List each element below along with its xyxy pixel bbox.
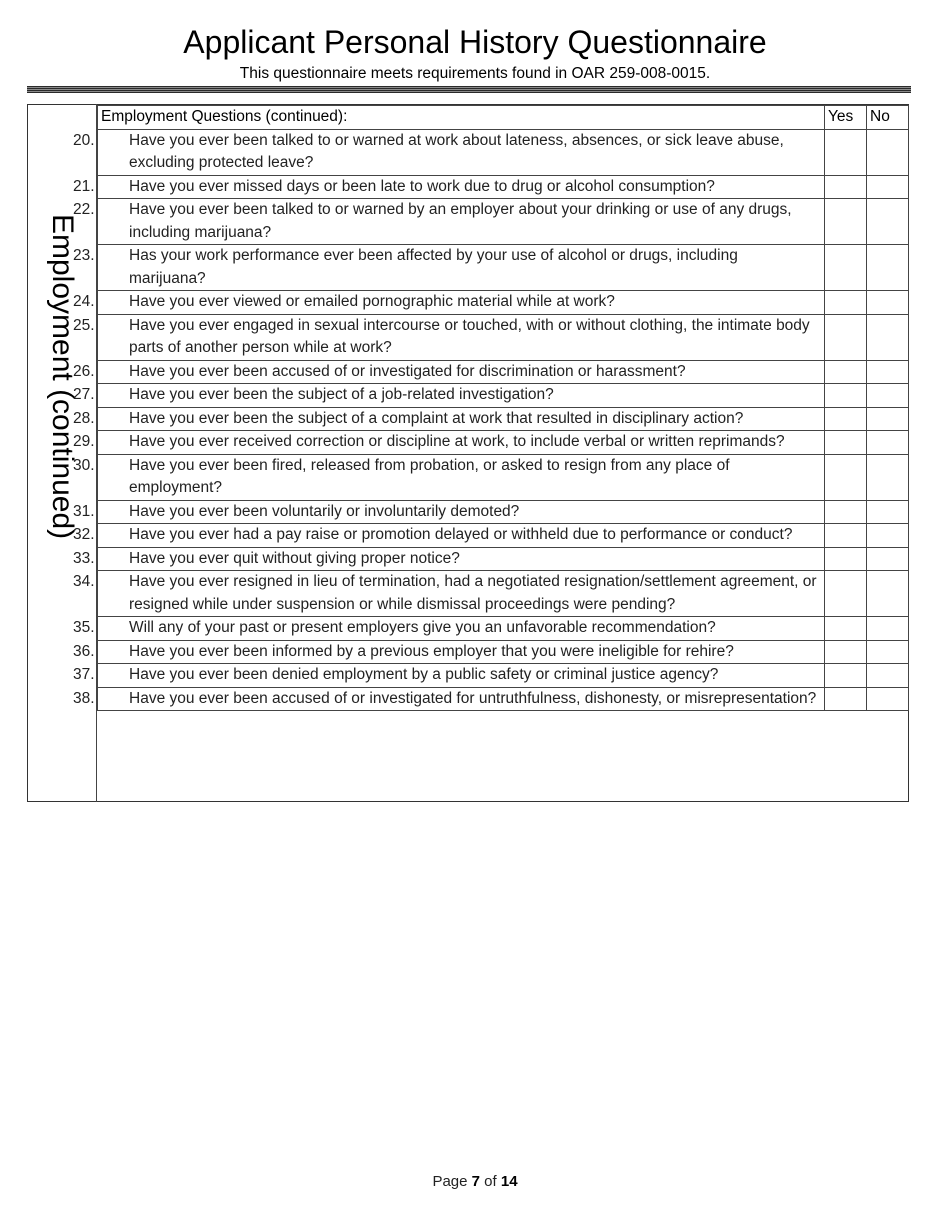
question-text: Have you ever had a pay raise or promotion delayed or withheld due to performance or conduct? [129,526,793,543]
question-row [98,360,909,384]
question-number: 30. [73,456,95,474]
question-text: Have you ever received correction or discipline at work, to include verbal or written reprimands? [129,433,785,450]
question-text: Have you ever resigned in lieu of termination, had a negotiated resignation/settlement agreement, or resigned while under suspension or while dismissal proceedings were pending? [129,573,817,613]
question-row [98,431,909,455]
question-number: 35. [73,619,95,636]
question-row [98,571,909,617]
page-prefix: Page [432,1173,468,1190]
yes-answer-box[interactable] [825,384,867,408]
yes-answer-box[interactable] [825,640,867,664]
no-answer-box[interactable] [867,687,909,711]
yes-answer-box[interactable] [825,175,867,199]
question-text: Have you ever viewed or emailed pornographic material while at work? [129,293,615,310]
yes-answer-box[interactable] [825,524,867,548]
yes-answer-box[interactable] [825,245,867,291]
yes-answer-box[interactable] [825,407,867,431]
question-text-wrap [73,291,821,314]
question-text: Have you ever been informed by a previous employer that you were ineligible for rehire? [129,642,734,660]
yes-answer-box[interactable] [825,500,867,524]
question-number: 24. [73,293,95,310]
question-row [98,524,909,548]
question-number: 34. [73,573,95,590]
page-footer [0,1173,950,1190]
no-answer-box[interactable] [867,175,909,199]
question-number: 22. [73,201,95,218]
question-row [98,687,909,711]
yes-answer-box[interactable] [825,129,867,175]
page-of: of [484,1173,497,1190]
section-side-label: Employment (continued) [46,214,79,540]
question-cell [73,640,825,664]
no-answer-box[interactable] [867,617,909,641]
question-number: 21. [73,177,95,195]
question-text-wrap [73,130,821,175]
question-text-wrap [73,688,821,711]
yes-answer-box[interactable] [825,571,867,617]
question-cell [73,199,825,245]
no-answer-box[interactable] [867,384,909,408]
yes-answer-box[interactable] [825,431,867,455]
question-text-wrap [73,617,821,640]
question-text: Has your work performance ever been affected by your use of alcohol or drugs, including marijuana? [129,247,738,287]
question-cell [73,524,825,548]
question-text-wrap [73,315,821,360]
no-answer-box[interactable] [867,454,909,500]
question-text: Have you ever been fired, released from probation, or asked to resign from any place of employment? [129,456,730,496]
question-text: Have you ever been the subject of a job-related investigation? [129,386,554,403]
yes-answer-box[interactable] [825,199,867,245]
no-answer-box[interactable] [867,524,909,548]
question-text-wrap [73,455,821,500]
question-row [98,640,909,664]
question-cell [73,129,825,175]
page-total: 14 [500,1173,518,1190]
page-title: Applicant Personal History Questionnaire [183,24,767,60]
no-answer-box[interactable] [867,500,909,524]
question-row [98,175,909,199]
question-number: 29. [73,433,95,450]
no-answer-box[interactable] [867,571,909,617]
question-text-wrap [73,384,821,407]
question-number: 37. [73,666,95,683]
question-row [98,199,909,245]
question-text-wrap [73,408,821,431]
yes-answer-box[interactable] [825,664,867,688]
yes-answer-box[interactable] [825,617,867,641]
question-cell [73,384,825,408]
question-text-wrap [73,641,821,664]
no-answer-box[interactable] [867,314,909,360]
question-text-wrap [73,199,821,244]
question-row [98,291,909,315]
question-row [98,407,909,431]
question-cell [73,360,825,384]
question-text: Have you ever missed days or been late to work due to drug or alcohol consumption? [129,177,715,195]
question-cell [73,314,825,360]
header-divider [27,86,911,93]
yes-answer-box[interactable] [825,314,867,360]
question-cell [73,500,825,524]
question-row [98,500,909,524]
question-text: Have you ever been denied employment by a public safety or criminal justice agency? [129,666,719,683]
question-cell [73,687,825,711]
no-answer-box[interactable] [867,360,909,384]
no-answer-box[interactable] [867,129,909,175]
yes-answer-box[interactable] [825,454,867,500]
question-text-wrap [73,664,821,687]
no-answer-box[interactable] [867,547,909,571]
question-text-wrap [73,361,821,384]
question-number: 36. [73,642,95,660]
question-text-wrap [73,571,821,616]
no-answer-box[interactable] [867,245,909,291]
question-number: 25. [73,316,95,334]
question-cell [73,664,825,688]
question-cell [73,617,825,641]
questions-body [73,129,909,711]
questions-table [73,105,909,711]
question-number: 20. [73,131,95,149]
question-cell [73,454,825,500]
yes-column-header: Yes [825,106,867,130]
question-text: Will any of your past or present employers give you an unfavorable recommendation? [129,619,716,636]
question-row [98,547,909,571]
question-text-wrap [73,176,821,199]
question-row [98,454,909,500]
question-number: 31. [73,502,95,520]
yes-answer-box[interactable] [825,687,867,711]
question-cell [73,431,825,455]
page-subtitle: This questionnaire meets requirements found in OAR 259-008-0015. [239,65,711,82]
question-text: Have you ever been voluntarily or involuntarily demoted? [129,502,520,520]
no-column-header: No [867,106,909,130]
question-row [98,129,909,175]
question-cell [73,175,825,199]
question-text: Have you ever been talked to or warned by an employer about your drinking or use of any drugs, including marijuana? [129,201,792,241]
question-number: 33. [73,549,95,567]
question-text: Have you ever been accused of or investigated for untruthfulness, dishonesty, or misrepresentation? [129,689,817,707]
question-number: 38. [73,689,95,707]
question-text: Have you ever been the subject of a complaint at work that resulted in disciplinary action? [129,409,744,427]
question-text: Have you ever engaged in sexual intercourse or touched, with or without clothing, the intimate body parts of another person while at work? [129,316,810,356]
question-cell [73,291,825,315]
no-answer-box[interactable] [867,664,909,688]
yes-answer-box[interactable] [825,360,867,384]
no-answer-box[interactable] [867,407,909,431]
question-number: 27. [73,386,95,403]
question-number: 32. [73,526,95,543]
question-number: 23. [73,247,95,264]
table-header-label: Employment Questions (continued): [98,106,825,130]
question-text-wrap [73,548,821,571]
no-answer-box[interactable] [867,431,909,455]
no-answer-box[interactable] [867,640,909,664]
yes-answer-box[interactable] [825,547,867,571]
page-current: 7 [471,1173,480,1190]
question-row [98,314,909,360]
question-number: 26. [73,362,95,380]
question-text-wrap [73,524,821,547]
question-cell [73,547,825,571]
question-cell [73,407,825,431]
question-text: Have you ever quit without giving proper notice? [129,549,460,567]
question-text: Have you ever been accused of or investigated for discrimination or harassment? [129,362,686,380]
question-cell [73,571,825,617]
table-header-row [98,106,909,130]
question-text-wrap [73,245,821,290]
question-row [98,664,909,688]
no-answer-box[interactable] [867,291,909,315]
question-row [98,245,909,291]
question-text-wrap [73,431,821,454]
question-cell [73,245,825,291]
question-number: 28. [73,409,95,427]
yes-answer-box[interactable] [825,291,867,315]
question-text: Have you ever been talked to or warned at work about lateness, absences, or sick leave abuse, excluding protected leave? [129,131,784,171]
question-row [98,617,909,641]
question-row [98,384,909,408]
question-text-wrap [73,501,821,524]
no-answer-box[interactable] [867,199,909,245]
